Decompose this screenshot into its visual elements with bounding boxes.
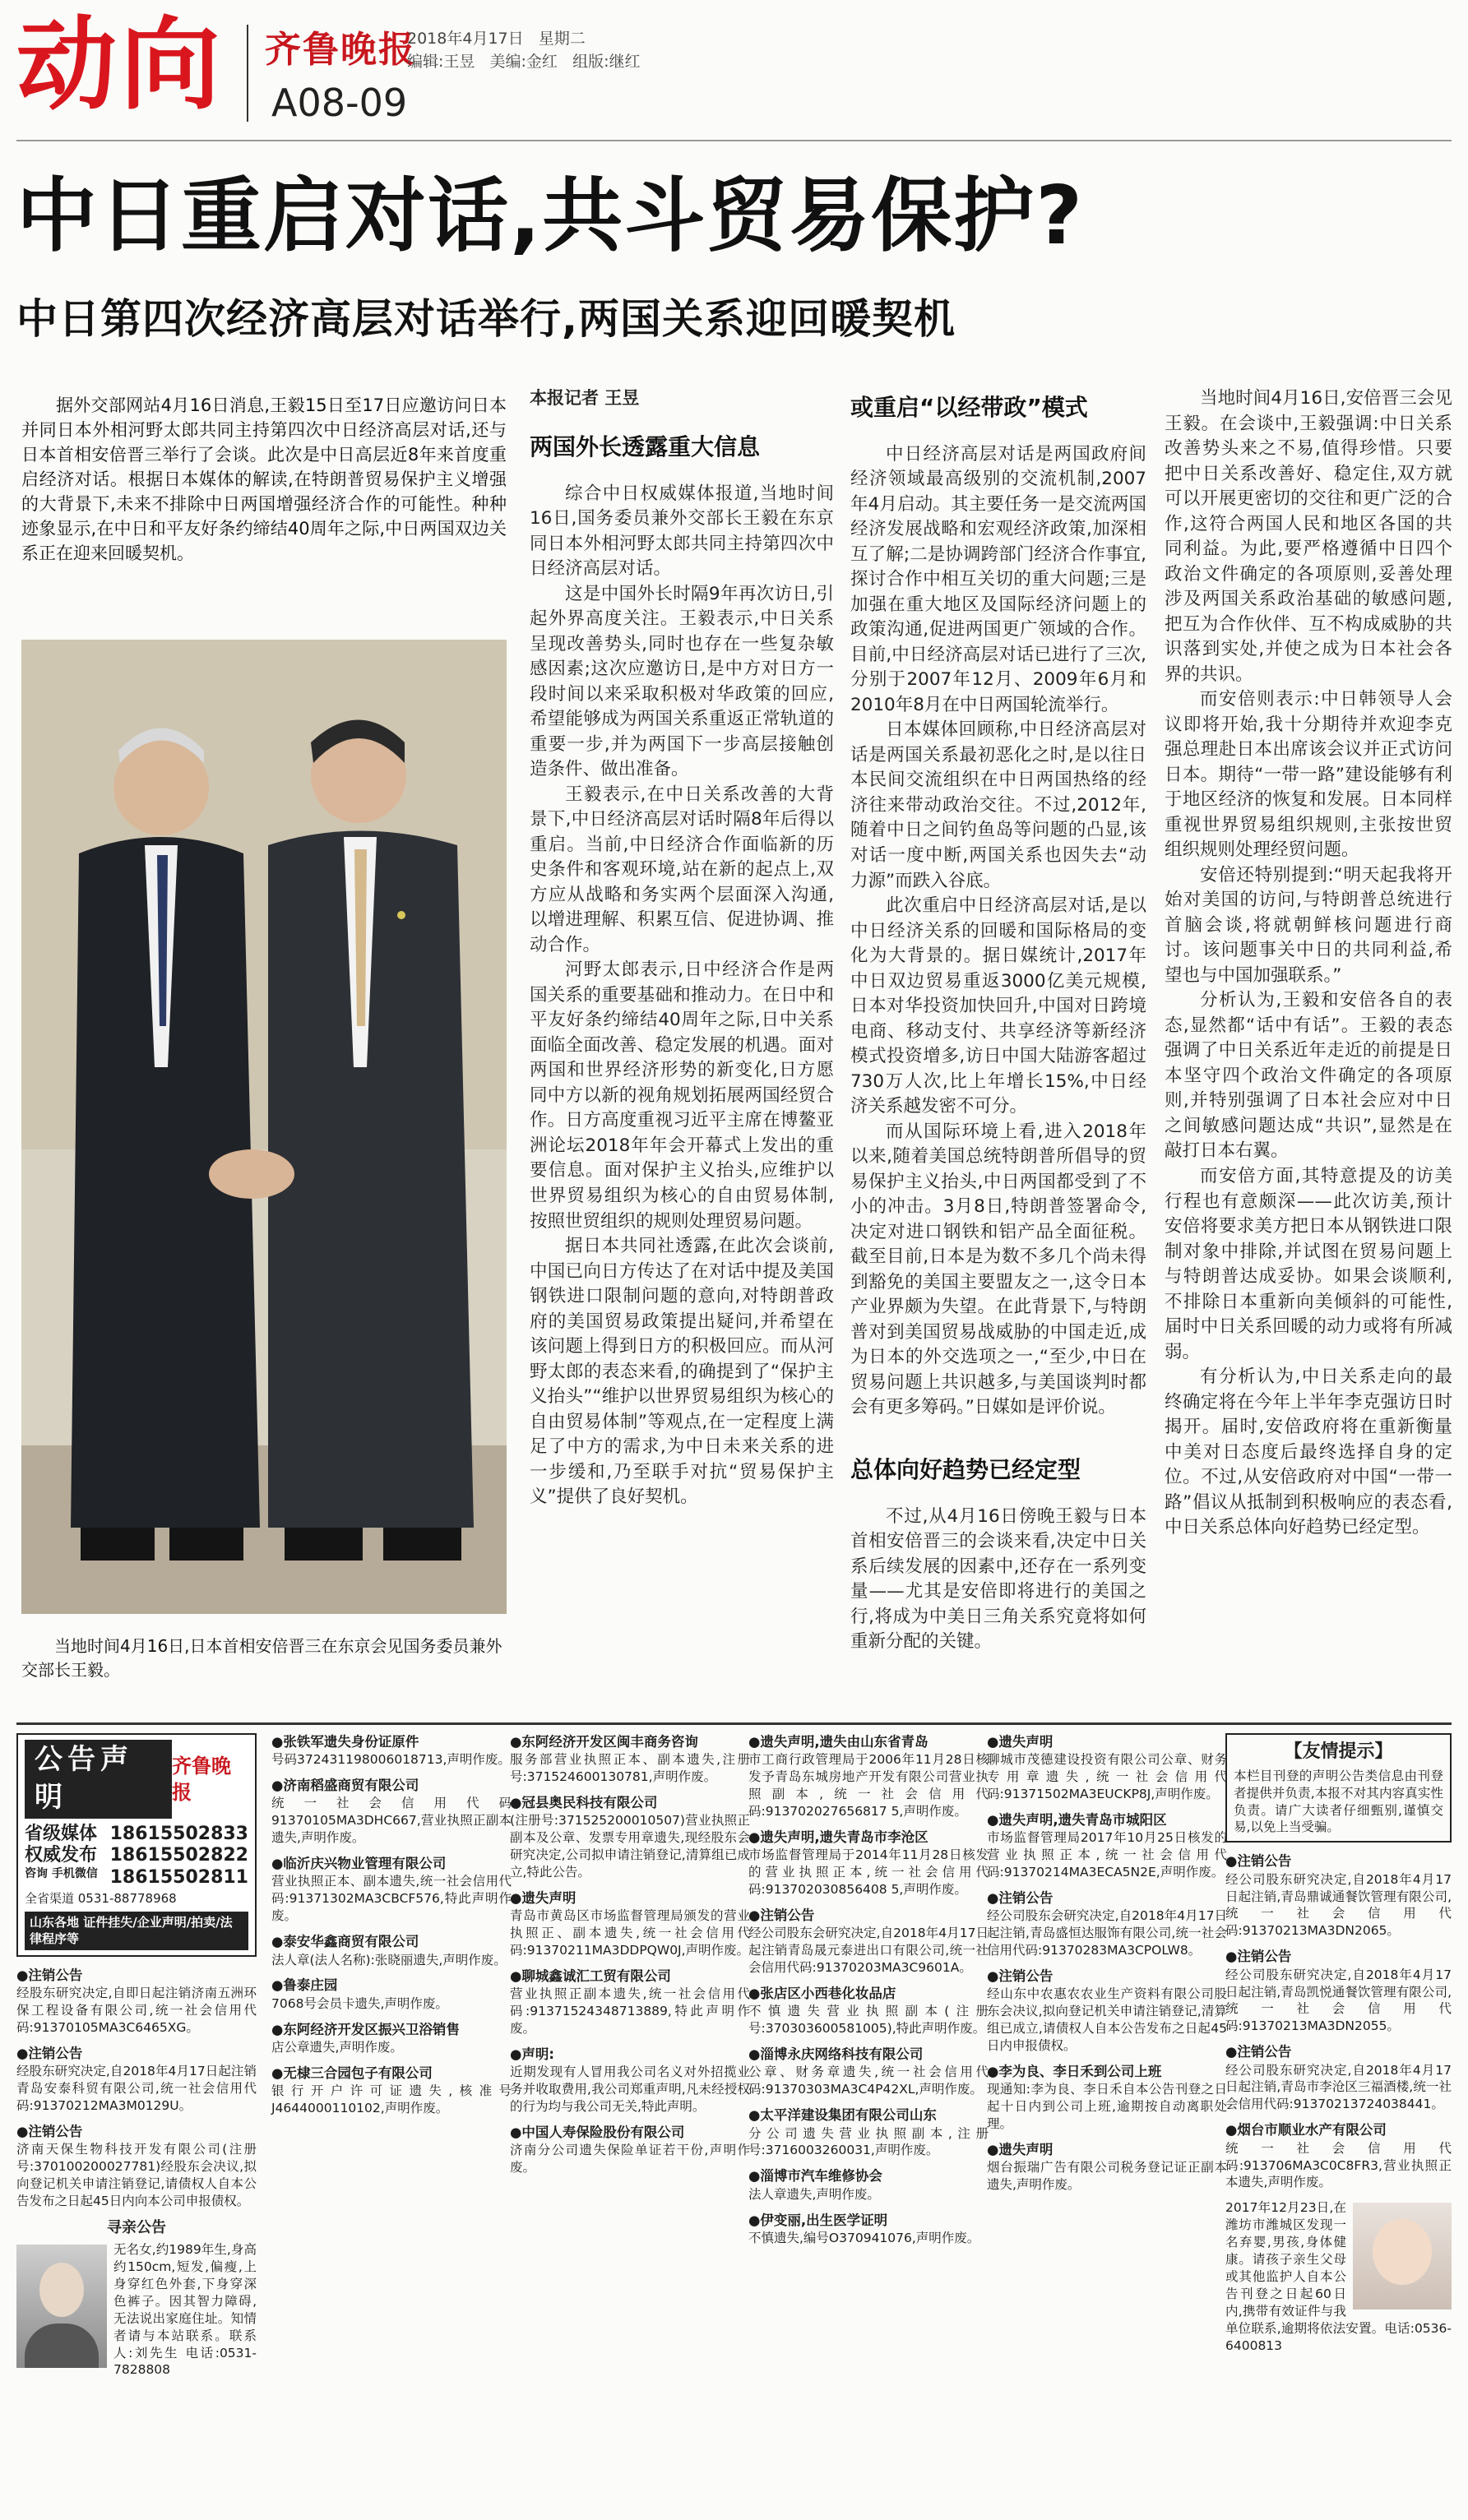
classified-ad-title: ●注销公告	[987, 1890, 1054, 1907]
classified-ad	[510, 1733, 750, 1786]
classified-ad	[271, 1777, 512, 1847]
article-paragraph: 此次重启中日经济高层对话,是以中日经济关系的回暖和国际格局的变化为大背景的。据日媒统计,2017年中日双边贸易重返3000亿美元规模,日本对华投资加快回升,中国对日跨境电商、移动支付、共享经济等新经济模式投资增多,访日中国大陆游客超过730万人次,比上年增长15%,中日经济关系越发密不可分。	[850, 895, 1146, 1117]
missing-person-body: 无名女,约1989年生,身高约150cm,短发,偏瘦,上身穿红色外套,下身穿深色裤子。因其智力障碍,无法说出家庭住址。知情者请与本站联系。联系人:刘先生 电话:0531-7828808	[113, 2242, 257, 2378]
classified-ad-body: 营业执照正本、副本遗失,统一社会信用代码:91371302MA3CBCF576,特此声明作废。	[271, 1874, 512, 1924]
layout-editor: 组版:继红	[572, 53, 641, 71]
classified-ad-title: ●遗失声明	[987, 2142, 1054, 2158]
notice-slogan-line: 权威发布	[25, 1845, 98, 1866]
classified-ad	[510, 1794, 750, 1881]
classifieds-column-3	[510, 1733, 750, 2185]
classified-ad-title: ●张铁军遗失身份证原件	[271, 1734, 419, 1750]
article-column-1	[530, 386, 834, 1510]
classified-ad-body: 法人章(法人名称):张晓丽遗失,声明作废。	[271, 1952, 507, 1967]
notice-phone: 18615502822	[109, 1845, 248, 1866]
classified-ad-body: 银行开户许可证遗失,核准号J4644000110102,声明作废。	[271, 2083, 512, 2115]
classified-ad	[748, 1829, 989, 1898]
classifieds-column-1	[16, 1733, 257, 2379]
classified-ad-body: 法人章遗失,声明作废。	[748, 2186, 880, 2202]
classified-ad-body: 店公章遗失,声明作废。	[271, 2039, 403, 2055]
classified-ad	[271, 1733, 512, 1769]
classified-ad-body: 统一社会信用代码:913706MA3C0C8FR3,营业执照正本遗失,声明作废。	[1225, 2140, 1452, 2190]
friendly-reminder-body: 本栏目刊登的声明公告类信息由刊登者提供并负责,本报不对其内容真实性负责。请广大读者仔细甄别,谨慎交易,以免上当受骗。	[1234, 1768, 1443, 1835]
classified-ad-title: ●声明:	[510, 2046, 554, 2063]
friendly-reminder-title: 【友情提示】	[1284, 1741, 1393, 1762]
missing-person-notice	[16, 2218, 257, 2379]
masthead	[0, 0, 1468, 140]
article-paragraph: 中日经济高层对话是两国政府间经济领域最高级别的交流机制,2007年4月启动。其主要任务一是交流两国经济发展战略和宏观经济政策,加深相互了解;二是协调跨部门经济合作事宜,探讨合作中相互关切的重大问题;三是加强在重大地区及国际经济问题上的政策沟通,促进两国更广领域的合作。目前,中日经济高层对话已进行了三次,分别于2007年12月、2009年6月和2010年8月在中日两国轮流举行。	[850, 443, 1146, 715]
classified-ad-title: ●无棣三合园包子有限公司	[271, 2065, 433, 2081]
classified-ad-title: ●淄博永庆网络科技有限公司	[748, 2046, 924, 2063]
classified-ad-title: ●泰安华鑫商贸有限公司	[271, 1934, 419, 1950]
classified-ad	[748, 2167, 989, 2203]
article-paragraph: 分析认为,王毅和安倍各自的表态,显然都“话中有话”。王毅的表态强调了中日关系近年走近的前提是日本坚守四个政治文件确定的各项原则,并特别强调了日本社会应对中日之间敏感问题达成“共识”,显然是在敲打日本右翼。	[1165, 990, 1452, 1162]
classified-ad-body: 聊城市茂德建设投资有限公司公章、财务专用章遗失,统一社会信用代码:91371502MA3EUCKP8J,声明作废。	[987, 1752, 1227, 1802]
classified-ad	[987, 1889, 1227, 1959]
editor-credits	[407, 49, 640, 72]
ads-list	[16, 1967, 257, 2210]
classifieds-column-5	[987, 1733, 1227, 2202]
page-headline: 中日重启对话,共斗贸易保护?	[16, 169, 1085, 263]
article-paragraph: 河野太郎表示,日中经济合作是两国关系的重要基础和推动力。在日中和平友好条约缔结40周年之际,日中关系面临全面改善、稳定发展的机遇。面对两国和世界经济形势的新变化,日方愿同中方以新的视角规划拓展两国经贸合作。日方高度重视习近平主席在博鳌亚洲论坛2018年年会开幕式上发出的重要信息。面对保护主义抬头,应维护以世界贸易组织为核心的自由贸易体制,按照世贸组织的规则处理贸易问题。	[530, 959, 834, 1232]
notice-label: 公告声明	[25, 1740, 172, 1819]
classified-ad-title: ●淄博市汽车维修协会	[748, 2168, 882, 2185]
article-paragraph: 而安倍则表示:中日韩领导人会议即将开始,我十分期待并欢迎李克强总理赴日本出席该会议并正式访问日本。期待“一带一路”建设能够有利于地区经济的恢复和发展。日本同样重视世界贸易组织规则,主张按世贸组织规则处理经贸问题。	[1165, 689, 1452, 861]
classified-ad-title: ●李为良、李日禾到公司上班	[987, 2064, 1162, 2080]
missing-person-photo	[16, 2245, 107, 2368]
classified-ad-title: ●济南稻盛商贸有限公司	[271, 1778, 419, 1794]
notice-slogan	[25, 1824, 98, 1889]
handshake-photo-illustration	[21, 640, 507, 1614]
classified-ad-title: ●烟台市顺业水产有限公司	[1225, 2122, 1387, 2139]
classified-ad-body: 市场监督管理局2017年10月25日核发的营业执照正本,统一社会信用代码:91370214MA3ECA5N2E,声明作废。	[987, 1830, 1227, 1880]
classified-ad-title: ●注销公告	[1225, 1853, 1292, 1870]
classified-ad-body: 青岛市黄岛区市场监督管理局颁发的营业执照正、副本遗失,统一社会信用代码:91370211MA3DDPQW0J,声明作废。	[510, 1908, 750, 1958]
classified-ad	[987, 2141, 1227, 2194]
article-paragraph: 不过,从4月16日傍晚王毅与日本首相安倍晋三的会谈来看,决定中日关系后续发展的因素中,还存在一系列变量——尤其是安倍即将进行的美国之行,将成为中美日三角关系究竟将如何重新分配的关键。	[850, 1505, 1146, 1653]
classified-ad-title: ●注销公告	[1225, 2044, 1292, 2060]
issue-date: 2018年4月17日	[407, 30, 524, 48]
classified-ad-title: ●冠县奥民科技有限公司	[510, 1795, 658, 1811]
page-numbers: A08-09	[271, 81, 408, 125]
section-title: 动向	[16, 7, 224, 123]
byline: 本报记者 王昱	[530, 388, 640, 408]
classified-ad	[16, 2045, 257, 2115]
notice-phone: 18615502833	[109, 1823, 248, 1844]
classified-ad-body: 经股东研究决定,自2018年4月17日起注销青岛安泰科贸有限公司,统一社会信用代码:91370212MA3M0129U。	[16, 2064, 257, 2113]
classified-ad-title: ●注销公告	[16, 2045, 83, 2061]
infant-notice-body: 2017年12月23日,在潍坊市潍城区发现一名弃婴,男孩,身体健康。请孩子亲生父母或其他监护人自本公告刊登之日起60日内,携带有效证件与我单位联系,逾期将依法安置。电话:0536-6400813	[1225, 2200, 1452, 2353]
notice-phone: 18615502811	[109, 1866, 248, 1888]
classified-ad-title: ●临沂庆兴物业管理有限公司	[271, 1856, 447, 1872]
classified-ad	[16, 1967, 257, 2037]
classified-ad-body: 现通知:李为良、李日禾自本公告刊登之日起十日内到公司上班,逾期按自动离职处理。	[987, 2082, 1227, 2132]
classified-ad-title: ●注销公告	[748, 1907, 815, 1923]
classified-ad	[748, 2046, 989, 2098]
classified-ad	[1225, 1948, 1452, 2035]
article-column-3	[1165, 386, 1452, 1541]
missing-person-title: 寻亲公告	[107, 2218, 166, 2236]
classified-ad-body: 济南分公司遗失保险单证若干份,声明作废。	[510, 2143, 750, 2176]
news-photo	[21, 640, 507, 1614]
classified-ad	[748, 1985, 989, 2037]
classified-ad	[16, 2123, 257, 2210]
classified-ad-title: ●中国人寿保险股份有限公司	[510, 2125, 685, 2141]
section-heading-1: 两国外长透露重大信息	[530, 432, 761, 460]
article-paragraph: 日本媒体回顾称,中日经济高层对话是两国关系最初恶化之时,是以往日本民间交流组织在中日两国热络的经济往来带动政治交往。不过,2012年,随着中日之间钓鱼岛等问题的凸显,该对话一度中断,两国关系也因失去“动力源”而跌入谷底。	[850, 719, 1146, 891]
classified-ad-title: ●张店区小西巷化妆品店	[748, 1986, 896, 2002]
masthead-rule	[16, 140, 1452, 141]
notice-slogan-line: 省级媒体	[25, 1823, 98, 1844]
classified-ad-title: ●注销公告	[16, 2123, 83, 2139]
issue-date-line	[407, 26, 586, 49]
classified-ad-body: (注册号:371525200010507)营业执照正副本及公章、发票专用章遗失,现经股东会研究决定,公司拟申请注销登记,清算组已成立,特此公告。	[510, 1813, 750, 1880]
page-subheadline: 中日第四次经济高层对话举行,两国关系迎回暖契机	[16, 295, 956, 343]
classified-ad	[271, 1933, 512, 1968]
classified-ad-body: 不慎遗失,编号O370941076,声明作废。	[748, 2230, 980, 2245]
classified-ad-body: 烟台振瑞广告有限公司税务登记证正副本遗失,声明作废。	[987, 2160, 1227, 2193]
classified-ad-body: 统一社会信用代码91370105MA3DHC667,营业执照正副本遗失,声明作废。	[271, 1796, 512, 1846]
article-paragraph: 王毅表示,在中日关系改善的大背景下,中日经济高层对话时隔8年后得以重启。当前,中日经济合作面临新的历史条件和客观环境,站在新的起点上,双方应从战略和务实两个层面深入沟通,以增进理解、积累互信、促进协调、推动合作。	[530, 784, 834, 955]
classified-ad	[987, 2063, 1227, 2133]
classified-ad	[510, 1967, 750, 2037]
classified-ad-body: 经公司股东研究决定,自2018年4月17日起注销,青岛市李沧区三福酒楼,统一社会信用代码:91370213724038441。	[1225, 2062, 1452, 2112]
notice-brand: 齐鲁晚报	[172, 1753, 231, 1804]
classified-ad-body: 济南天保生物科技开发有限公司(注册号:370100200027781)经股东会决议,拟向登记机关申请注销登记,请债权人自本公告发布之日起45日内向本公司申报债权。	[16, 2142, 257, 2208]
notice-service-box	[16, 1733, 257, 1957]
lead-paragraph: 据外交部网站4月16日消息,王毅15日至17日应邀访问日本并同日本外相河野太郎共同主持第四次中日经济高层对话,还与日本首相安倍晋三举行了会谈。此次是中日高层近8年来首度重启经济对话。根据日本媒体的解读,在特朗普贸易保护主义增强的大背景下,未来不排除中日两国增强经济合作的可能性。种种迹象显示,在中日和平友好条约缔结40周年之际,中日两国双边关系正在迎来回暖契机。	[21, 395, 507, 564]
article-paragraph: 安倍还特别提到:“明天起我将开始对美国的访问,与特朗普总统进行首脑会谈,将就朝鲜核问题进行商讨。该问题事关中日的共同利益,希望也与中国加强联系。”	[1165, 864, 1452, 986]
classified-ad	[271, 1855, 512, 1925]
classified-ad-body: 公章、财务章遗失,统一社会信用代码:91370303MA3C4P42XL,声明作废。	[748, 2065, 989, 2097]
classified-ad	[987, 1733, 1227, 1803]
classified-ad-title: ●注销公告	[1225, 1949, 1292, 1965]
notice-phones	[110, 1824, 248, 1889]
photo-caption: 当地时间4月16日,日本首相安倍晋三在东京会见国务委员兼外交部长王毅。	[21, 1636, 502, 1680]
classified-ad-body: 近期发现有人冒用我公司名义对外招揽业务并收取费用,我公司郑重声明,凡未经授权的行为均与我公司无关,特此声明。	[510, 2065, 750, 2115]
classified-ad-title: ●鲁泰庄园	[271, 1977, 338, 1994]
section-heading-2: 或重启“以经带政”模式	[850, 394, 1088, 421]
article-paragraph: 综合中日权威媒体报道,当地时间16日,国务委员兼外交部长王毅在东京同日本外相河野太郎共同主持第四次中日经济高层对话。	[530, 483, 834, 580]
classified-ad-body: 号码372431198006018713,声明作废。	[271, 1752, 511, 1768]
classified-ad-body: 经公司股东研究决定,自2018年4月17日起注销,青岛凯悦通餐饮管理有限公司,统一社会信用代码:91370213MA3DN2055。	[1225, 1967, 1452, 2034]
classified-ad-body: 不慎遗失营业执照副本(注册号:370303600581005),特此声明作废。	[748, 2004, 989, 2037]
classified-ad	[271, 1977, 512, 2012]
classified-ad-title: ●遗失声明,遗失由山东省青岛	[748, 1734, 928, 1750]
classifieds-section	[16, 1733, 1452, 2510]
abandoned-infant-notice	[1225, 2199, 1452, 2354]
classified-ad	[1225, 2043, 1452, 2113]
classified-ad-body: 经公司股东研究决定,自2018年4月17日起注销,青岛鼎诚通餐饮管理有限公司,统一社会信用代码:91370213MA3DN2065。	[1225, 1871, 1452, 1939]
notice-consult: 咨询 手机微信	[25, 1866, 98, 1880]
classified-ad-body: 经公司股东会研究决定,自2018年4月17日起注销,青岛盛恒达服饰有限公司,统一社会信用代码:91370283MA3CPOLW8。	[987, 1908, 1227, 1958]
notice-channel: 全省渠道 0531-88778968	[25, 1890, 177, 1906]
classified-ad	[1225, 1852, 1452, 1940]
classifieds-divider	[16, 1722, 1452, 1725]
notice-footer: 山东各地 证件挂失/企业声明/拍卖/法律程序等	[25, 1912, 248, 1950]
masthead-divider	[247, 25, 248, 122]
newspaper-brand: 齐鲁晚报	[265, 29, 416, 71]
article-paragraph: 而安倍方面,其特意提及的访美行程也有意颇深——此次访美,预计安倍将要求美方把日本从钢铁进口限制对象中排除,并试图在贸易问题上与特朗普达成妥协。如果会谈顺利,不排除日本重新向美倾斜的可能性,届时中日关系回暖的动力或将有所减弱。	[1165, 1165, 1452, 1362]
classified-ad-body: 7068号会员卡遗失,声明作废。	[271, 1995, 448, 2011]
infant-photo	[1353, 2203, 1452, 2310]
classified-ad-title: ●遗失声明,遗失青岛市李沧区	[748, 1829, 928, 1845]
editor: 编辑:王昱	[407, 53, 475, 71]
classified-ad-body: 经公司股东会研究决定,自2018年4月17日起注销青岛晟元泰进出口有限公司,统一社会信用代码:91370203MA3C9601A。	[748, 1926, 989, 1976]
classified-ad-body: 服务部营业执照正本、副本遗失,注册号:371524600130781,声明作废。	[510, 1752, 750, 1785]
issue-weekday: 星期二	[538, 30, 586, 48]
classifieds-column-6	[1225, 1733, 1452, 2355]
classified-ad	[987, 1811, 1227, 1881]
classified-ad-title: ●东阿经济开发区闽丰商务咨询	[510, 1734, 698, 1750]
classifieds-column-4	[748, 1733, 989, 2255]
article-paragraph: 当地时间4月16日,安倍晋三会见王毅。在会谈中,王毅强调:中日关系改善势头来之不易,值得珍惜。只要把中日关系改善好、稳定住,双方就可以开展更密切的交往和更广泛的合作,这符合两国人民和地区各国的共同利益。为此,要严格遵循中日四个政治文件确定的各项原则,妥善处理涉及两国关系政治基础的敏感问题,把互为合作伙伴、互不构成威胁的共识落到实处,并使之成为日本社会各界的共识。	[1165, 388, 1452, 685]
classified-ad-body: 经股东研究决定,自即日起注销济南五洲环保工程设备有限公司,统一社会信用代码:91370105MA3C6465XG。	[16, 1985, 257, 2035]
classified-ad	[1225, 2121, 1452, 2191]
article-paragraph: 有分析认为,中日关系走向的最终确定将在今年上半年李克强访日时揭开。届时,安倍政府将在重新衡量中美对日态度后最终选择自身的定位。不过,从安倍政府对中国“一带一路”倡议从抵制到积极响应的表态看,中日关系总体向好趋势已经定型。	[1165, 1366, 1452, 1538]
classified-ad	[748, 1907, 989, 1977]
classified-ad-body: 分公司遗失营业执照副本,注册号:3716003260031,声明作废。	[748, 2125, 989, 2158]
classified-ad	[271, 2065, 512, 2117]
classified-ad-title: ●太平洋建设集团有限公司山东	[748, 2107, 937, 2124]
classified-ad	[510, 1889, 750, 1959]
art-editor: 美编:金红	[489, 53, 558, 71]
section-heading-3: 总体向好趋势已经定型	[850, 1455, 1081, 1483]
classified-ad-title: ●注销公告	[987, 1968, 1054, 1985]
classified-ad	[748, 2106, 989, 2159]
ads-list	[1225, 1852, 1452, 2191]
classified-ad-title: ●遗失声明	[987, 1734, 1054, 1750]
classified-ad-body: 经山东中农惠农农业生产资料有限公司股东会决议,拟向登记机关申请注销登记,清算组已成立,请债权人自本公告发布之日起45日内申报债权。	[987, 1986, 1227, 2054]
classified-ad	[271, 2021, 512, 2056]
friendly-reminder-box	[1225, 1733, 1452, 1843]
classified-ad	[748, 2212, 989, 2247]
classifieds-column-2	[271, 1733, 512, 2125]
classified-ad	[987, 1967, 1227, 2055]
article-column-2	[850, 386, 1146, 1655]
classified-ad-title: ●遗失声明	[510, 1890, 577, 1907]
article-paragraph: 这是中国外长时隔9年再次访日,引起外界高度关注。王毅表示,中日关系呈现改善势头,同时也存在一些复杂敏感因素;这次应邀访日,是中方对日方一段时间以来采取积极对华政策的回应,希望能够成为两国关系重返正常轨道的重要一步,并为两国下一步高层接触创造条件、做出准备。	[530, 583, 834, 780]
classified-ad-body: 营业执照正副本遗失,统一社会信用代码:91371524348713889,特此声明作废。	[510, 1986, 750, 2037]
classified-ad	[510, 2124, 750, 2176]
classified-ad-body: 市工商行政管理局于2006年11月28日核发予青岛东城房地产开发有限公司营业执照副本,统一社会信用代码:913702027656817 5,声明作废。	[748, 1752, 989, 1819]
article-paragraph: 而从国际环境上看,进入2018年以来,随着美国总统特朗普所倡导的贸易保护主义抬头,中日两国都受到了不小的冲击。3月8日,特朗普签署命令,决定对进口钢铁和铝产品全面征税。截至目前,日本是为数不多几个尚未得到豁免的美国主要盟友之一,这令日本产业界颇为失望。在此背景下,与特朗普对到美国贸易战威胁的中国走近,成为日本的外交选项之一,“至少,中日在贸易问题上共识越多,与美国谈判时都会有更多筹码。”日媒如是评价说。	[850, 1121, 1146, 1418]
classified-ad-title: ●东阿经济开发区振兴卫浴销售	[271, 2021, 460, 2037]
article-paragraph: 据日本共同社透露,在此次会谈前,中国已向日方传达了在对话中提及美国钢铁进口限制问题的意向,对特朗普政府的美国贸易政策提出疑问,并希望在该问题上得到日方的积极回应。而从河野太郎的表态来看,的确提到了“保护主义抬头”“维护以世界贸易组织为核心的自由贸易体制”等观点,在一定程度上满足了中方的需求,为中日未来关系的进一步缓和,乃至联手对抗“贸易保护主义”提供了良好契机。	[530, 1236, 834, 1508]
classified-ad	[748, 1733, 989, 1820]
classified-ad-title: ●聊城鑫诚汇工贸有限公司	[510, 1968, 671, 1985]
classified-ad	[510, 2046, 750, 2115]
classified-ad-title: ●注销公告	[16, 1967, 83, 1983]
classified-ad-title: ●遗失声明,遗失青岛市城阳区	[987, 1812, 1167, 1829]
classified-ad-body: 市场监督管理局于2014年11月28日核发的营业执照正本,统一社会信用代码:913702030856408 5,声明作废。	[748, 1847, 989, 1898]
classified-ad-title: ●伊变丽,出生医学证明	[748, 2212, 888, 2228]
